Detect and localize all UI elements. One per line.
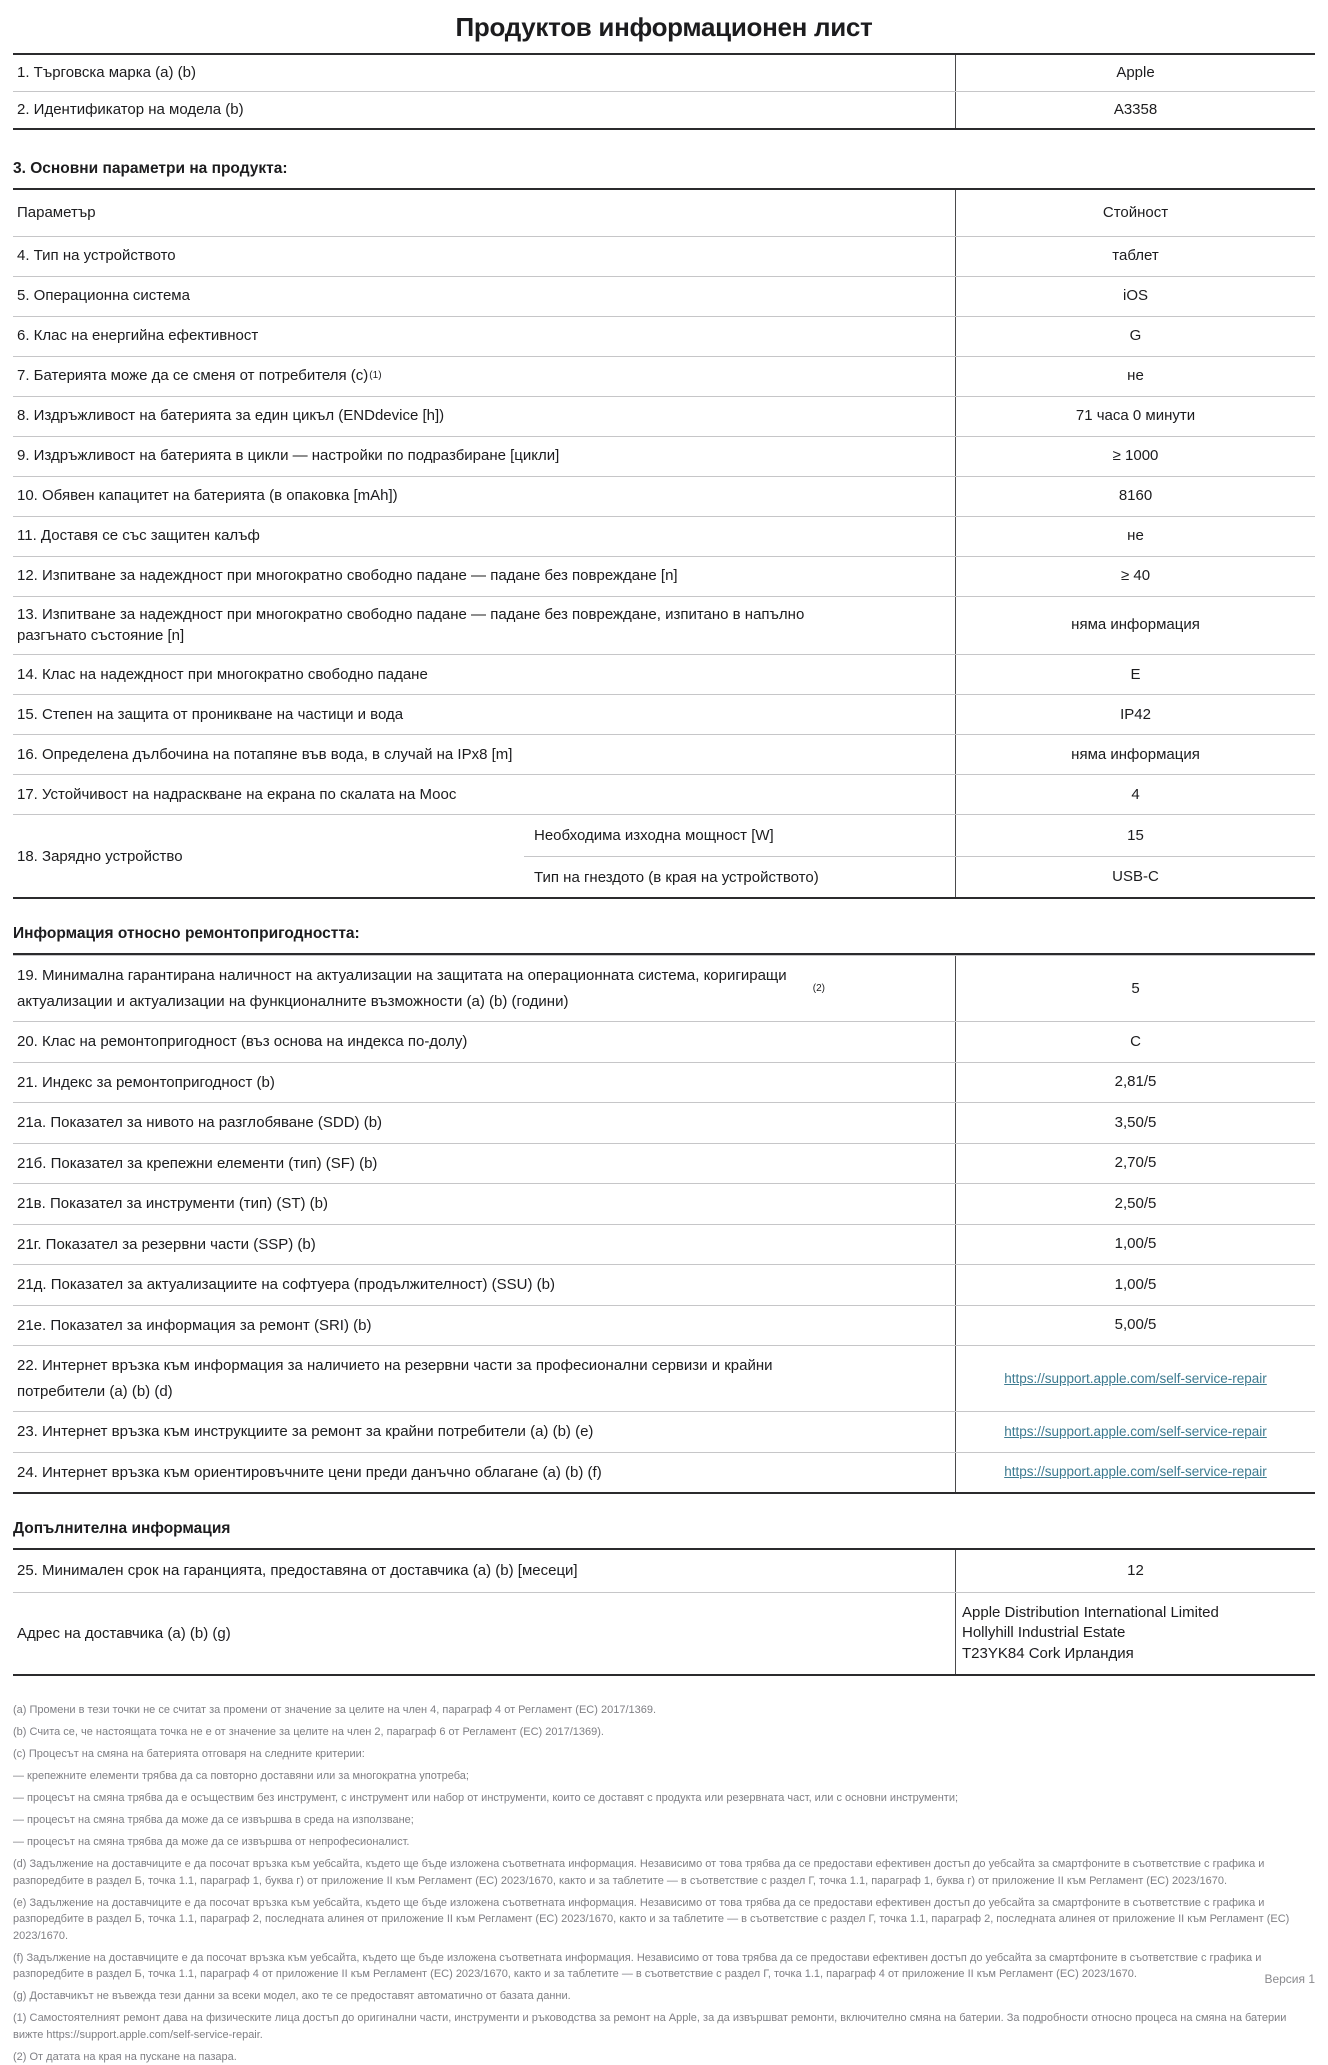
row-label <box>13 1225 955 1265</box>
repairability-table <box>13 953 1315 1494</box>
footnote-paragraph: — процесът на смяна трябва да е осъществим без инструмент, с инструмент или набор от инструменти, които се доставят с продукта или резервната част, или с основни инструменти; <box>13 1790 1315 1807</box>
row-label: 25. Минимален срок на гаранцията, предоставяна от доставчика (a) (b) [месеци] <box>13 1550 955 1592</box>
row-label <box>13 1144 955 1184</box>
row-label <box>13 317 955 356</box>
section-heading-repairability: Информация относно ремонтопригодността: <box>13 925 1315 943</box>
row-label-text: 4. Тип на устройството <box>17 245 176 267</box>
row-label <box>13 477 955 516</box>
row-label: Адрес на доставчика (a) (b) (g) <box>13 1593 955 1674</box>
row-value <box>955 1346 1315 1411</box>
table-row <box>13 316 1315 356</box>
row-value: Apple <box>955 55 1315 91</box>
table-row <box>13 1411 1315 1452</box>
row-label <box>13 517 955 556</box>
row-label: 7. Батерията може да се сменя от потребителя (c) (1) <box>13 357 955 396</box>
table-row <box>13 1102 1315 1143</box>
table-row <box>13 516 1315 556</box>
footnote-paragraph: (c) Процесът на смяна на батерията отговаря на следните критерии: <box>13 1746 1315 1763</box>
row-value: C <box>955 1022 1315 1062</box>
row-label-text: 10. Обявен капацитет на батерията (в опаковка [mAh]) <box>17 485 398 507</box>
row-label-text: 6. Клас на енергийна ефективност <box>17 325 258 347</box>
row-value: таблет <box>955 237 1315 276</box>
table-row <box>13 556 1315 596</box>
row-label <box>13 437 955 476</box>
row-value: 1,00/5 <box>955 1225 1315 1265</box>
row-value: 8160 <box>955 477 1315 516</box>
row-label-text: 14. Клас на надеждност при многократно свободно падане <box>17 664 428 686</box>
footnote-paragraph: (f) Задължение на доставчиците е да посочат връзка към уебсайта, където ще бъде изложена съответната информация. Независимо от това трябва да се предостави ефективен достъп до уебсайта за смартфоните в съответствие с графика и разпоредбите в раздел Б, точка 1.1, параграф 4 от приложение II към Регламент (ЕС) 2023/1670, както и за таблетите — в съответствие с раздел Г, точка 1.1, параграф 4 от приложение II към Регламент (ЕС) 2023/1670. <box>13 1950 1315 1983</box>
support-link[interactable]: https://support.apple.com/self-service-repair <box>1004 1462 1267 1482</box>
subrow-label: Тип на гнездото (в края на устройството) <box>524 857 955 897</box>
row-label <box>13 1063 955 1103</box>
footnotes <box>13 1702 1315 2065</box>
row-value: A3358 <box>955 92 1315 128</box>
support-link[interactable]: https://support.apple.com/self-service-repair <box>1004 1369 1267 1389</box>
table-row <box>13 955 1315 1021</box>
row-label-text: 21д. Показател за актуализациите на софтуера (продължителност) (SSU) (b) <box>17 1272 555 1298</box>
row-label-text: 11. Доставя се със защитен калъф <box>17 525 260 547</box>
table-row <box>13 1143 1315 1184</box>
row-label-text: 16. Определена дълбочина на потапяне във вода, в случай на IPx8 [m] <box>17 744 512 766</box>
row-value: 4 <box>955 775 1315 814</box>
table-row <box>13 1021 1315 1062</box>
row-label <box>13 655 955 694</box>
table-row <box>13 1452 1315 1493</box>
row-label: 19. Минимална гарантирана наличност на актуализации на защитата на операционната система, коригиращи актуализации и актуализации на функционалните възможности (a) (b) (години) (2) <box>13 956 955 1021</box>
row-value: ≥ 40 <box>955 557 1315 596</box>
table-header-row <box>13 190 1315 236</box>
footnote-paragraph: (a) Промени в тези точки не се считат за промени от значение за целите на член 4, параграф 4 от Регламент (ЕС) 2017/1369. <box>13 1702 1315 1719</box>
row-label <box>13 1306 955 1346</box>
supplier-address-value <box>955 1593 1315 1674</box>
row-label-text: 21е. Показател за информация за ремонт (SRI) (b) <box>17 1313 371 1339</box>
row-value: 12 <box>955 1550 1315 1592</box>
table-row <box>13 236 1315 276</box>
row-label-text: 21. Индекс за ремонтопригодност (b) <box>17 1070 275 1096</box>
row-value: 2,81/5 <box>955 1063 1315 1103</box>
row-label-text: 7. Батерията може да се сменя от потребителя (c) <box>17 365 368 387</box>
subrow-value: 15 <box>955 815 1315 856</box>
version-label: Версия 1 <box>1264 1972 1315 1986</box>
row-value: 71 часа 0 минути <box>955 397 1315 436</box>
footnote-paragraph: (b) Счита се, че настоящата точка не е от значение за целите на член 2, параграф 6 от Регламент (ЕС) 2017/1369). <box>13 1724 1315 1741</box>
support-link[interactable]: https://support.apple.com/self-service-repair <box>1004 1422 1267 1442</box>
row-label-text: 12. Изпитване за надеждност при многократно свободно падане — падане без повреждане [n] <box>17 565 678 587</box>
row-label-text: 17. Устойчивост на надраскване на екрана по скалата на Моос <box>17 784 456 806</box>
row-label-text: 21в. Показател за инструменти (тип) (ST) (b) <box>17 1191 328 1217</box>
row-label <box>13 1103 955 1143</box>
table-row <box>13 276 1315 316</box>
table-row <box>13 1305 1315 1346</box>
footnote-paragraph: — процесът на смяна трябва да може да се извършва от непрофесионалист. <box>13 1834 1315 1851</box>
table-row <box>13 694 1315 734</box>
row-label: 24. Интернет връзка към ориентировъчните цени преди данъчно облагане (a) (b) (f) <box>13 1453 955 1493</box>
table-row <box>13 1345 1315 1411</box>
address-line: Hollyhill Industrial Estate <box>962 1623 1125 1643</box>
table-row <box>13 91 1315 128</box>
row-value: 5 <box>955 956 1315 1021</box>
subrow-value: USB-C <box>955 857 1315 897</box>
table-row <box>13 1224 1315 1265</box>
row-label: 2. Идентификатор на модела (b) <box>13 92 955 128</box>
page-title: Продуктов информационен лист <box>13 12 1315 43</box>
row-value: няма информация <box>955 735 1315 774</box>
row-label <box>13 1022 955 1062</box>
row-label <box>13 695 955 734</box>
charger-subrow <box>524 815 1315 856</box>
row-label-text: 13. Изпитване за надеждност при многократно свободно падане — падане без повреждане, изпитано в напълно разгънато състояние [n] <box>17 604 824 648</box>
charger-subrow <box>524 856 1315 897</box>
table-row <box>13 734 1315 774</box>
address-line: T23YK84 Cork Ирландия <box>962 1644 1134 1664</box>
footnote-paragraph: — процесът на смяна трябва да може да се извършва в среда на използване; <box>13 1812 1315 1829</box>
footnote-paragraph: — крепежните елементи трябва да са повторно доставяни или за многократна употреба; <box>13 1768 1315 1785</box>
row-value: не <box>955 517 1315 556</box>
row-label <box>13 277 955 316</box>
row-label <box>13 1184 955 1224</box>
table-row <box>13 1183 1315 1224</box>
row-value: iOS <box>955 277 1315 316</box>
row-label <box>13 735 955 774</box>
row-label-text: 19. Минимална гарантирана наличност на актуализации на защитата на операционната система, коригиращи актуализации и актуализации на функционалните възможности (a) (b) (години) <box>17 963 812 1014</box>
row-value: 1,00/5 <box>955 1265 1315 1305</box>
section-heading-main-parameters: 3. Основни параметри на продукта: <box>13 160 1315 178</box>
table-row <box>13 55 1315 91</box>
row-value: няма информация <box>955 597 1315 655</box>
row-label-text: 21г. Показател за резервни части (SSP) (b) <box>17 1232 316 1258</box>
charger-row <box>13 814 1315 897</box>
column-header-value: Стойност <box>955 190 1315 236</box>
footnote-paragraph: (d) Задължение на доставчиците е да посочат връзка към уебсайта, където ще бъде изложена съответната информация. Независимо от това трябва да се предостави ефективен достъп до уебсайта за смартфоните в съответствие с графика и разпоредбите в раздел Б, точка 1.1, параграф 1, буква г) от приложение II към Регламент (ЕС) 2023/1670, както и за таблетите — в съответствие с раздел Г, точка 1.1, параграф 1, буква г) от приложение II към Регламент (ЕС) 2023/1670. <box>13 1856 1315 1889</box>
warranty-row <box>13 1550 1315 1592</box>
row-label: 1. Търговска марка (a) (b) <box>13 55 955 91</box>
subrow-label: Необходима изходна мощност [W] <box>524 815 955 856</box>
row-value: ≥ 1000 <box>955 437 1315 476</box>
table-row <box>13 654 1315 694</box>
footnote-paragraph: (e) Задължение на доставчиците е да посочат връзка към уебсайта, където ще бъде изложена съответната информация. Независимо от това трябва да се предостави ефективен достъп до уебсайта за смартфоните в съответствие с графика и разпоредбите в раздел Б, точка 1.1, параграф 2, последната алинея от приложение II към Регламент (ЕС) 2023/1670, както и за таблетите — в съответствие с раздел Г, точка 1.1, параграф 2, последната алинея от приложение II към Регламент (ЕС) 2023/1670. <box>13 1895 1315 1945</box>
repairability-rows <box>13 955 1315 1345</box>
identification-table <box>13 53 1315 130</box>
supplier-address-row <box>13 1592 1315 1674</box>
row-value: 2,70/5 <box>955 1144 1315 1184</box>
row-label <box>13 237 955 276</box>
additional-info-table <box>13 1548 1315 1676</box>
table-row <box>13 1264 1315 1305</box>
table-row <box>13 356 1315 396</box>
table-row <box>13 774 1315 814</box>
section-heading-additional-info: Допълнителна информация <box>13 1520 1315 1538</box>
row-value: IP42 <box>955 695 1315 734</box>
footnote-paragraph: (2) От датата на края на пускане на пазара. <box>13 2049 1315 2065</box>
column-header-parameter: Параметър <box>13 190 955 236</box>
row-label-text: 9. Издръжливост на батерията в цикли — настройки по подразбиране [цикли] <box>17 445 559 467</box>
repairability-link-rows <box>13 1345 1315 1492</box>
table-row <box>13 1062 1315 1103</box>
row-label <box>13 597 955 655</box>
row-label-text: 15. Степен на защита от проникване на частици и вода <box>17 704 403 726</box>
row-value: 2,50/5 <box>955 1184 1315 1224</box>
footnote-paragraph: (g) Доставчикът не въвежда тези данни за всеки модел, ако те се предоставят автоматично от базата данни. <box>13 1988 1315 2005</box>
row-label <box>13 557 955 596</box>
main-parameters-rows <box>13 236 1315 815</box>
charger-subtable <box>524 815 1315 897</box>
row-label-text: 5. Операционна система <box>17 285 190 307</box>
row-value <box>955 1453 1315 1493</box>
row-label: 22. Интернет връзка към информация за наличието на резервни части за професионални сервизи и крайни потребители (a) (b) (d) <box>13 1346 955 1411</box>
table-row <box>13 396 1315 436</box>
row-value: 3,50/5 <box>955 1103 1315 1143</box>
row-value: G <box>955 317 1315 356</box>
charger-row-label: 18. Зарядно устройство <box>13 815 524 897</box>
row-label: 23. Интернет връзка към инструкциите за ремонт за крайни потребители (a) (b) (e) <box>13 1412 955 1452</box>
row-value: E <box>955 655 1315 694</box>
main-parameters-table <box>13 188 1315 900</box>
row-value: не <box>955 357 1315 396</box>
row-label-text: 21а. Показател за нивото на разглобяване (SDD) (b) <box>17 1110 382 1136</box>
row-value: 5,00/5 <box>955 1306 1315 1346</box>
row-label <box>13 775 955 814</box>
row-label-text: 20. Клас на ремонтопригодност (въз основа на индекса по-долу) <box>17 1029 467 1055</box>
row-label <box>13 397 955 436</box>
row-label <box>13 1265 955 1305</box>
row-label-text: 8. Издръжливост на батерията за един цикъл (ENDdevice [h]) <box>17 405 444 427</box>
table-row <box>13 476 1315 516</box>
address-line: Apple Distribution International Limited <box>962 1603 1219 1623</box>
footnote-paragraph: (1) Самостоятелният ремонт дава на физическите лица достъп до оригинални части, инструменти и ръководства за ремонт на Apple, за да извършват ремонти, включително смяна на батерии. За подробности относно процеса на смяна на батерии вижте https://support.apple.com/self-service-repair. <box>13 2010 1315 2043</box>
table-row <box>13 436 1315 476</box>
row-label-text: 21б. Показател за крепежни елементи (тип) (SF) (b) <box>17 1151 377 1177</box>
row-value <box>955 1412 1315 1452</box>
table-row <box>13 596 1315 655</box>
